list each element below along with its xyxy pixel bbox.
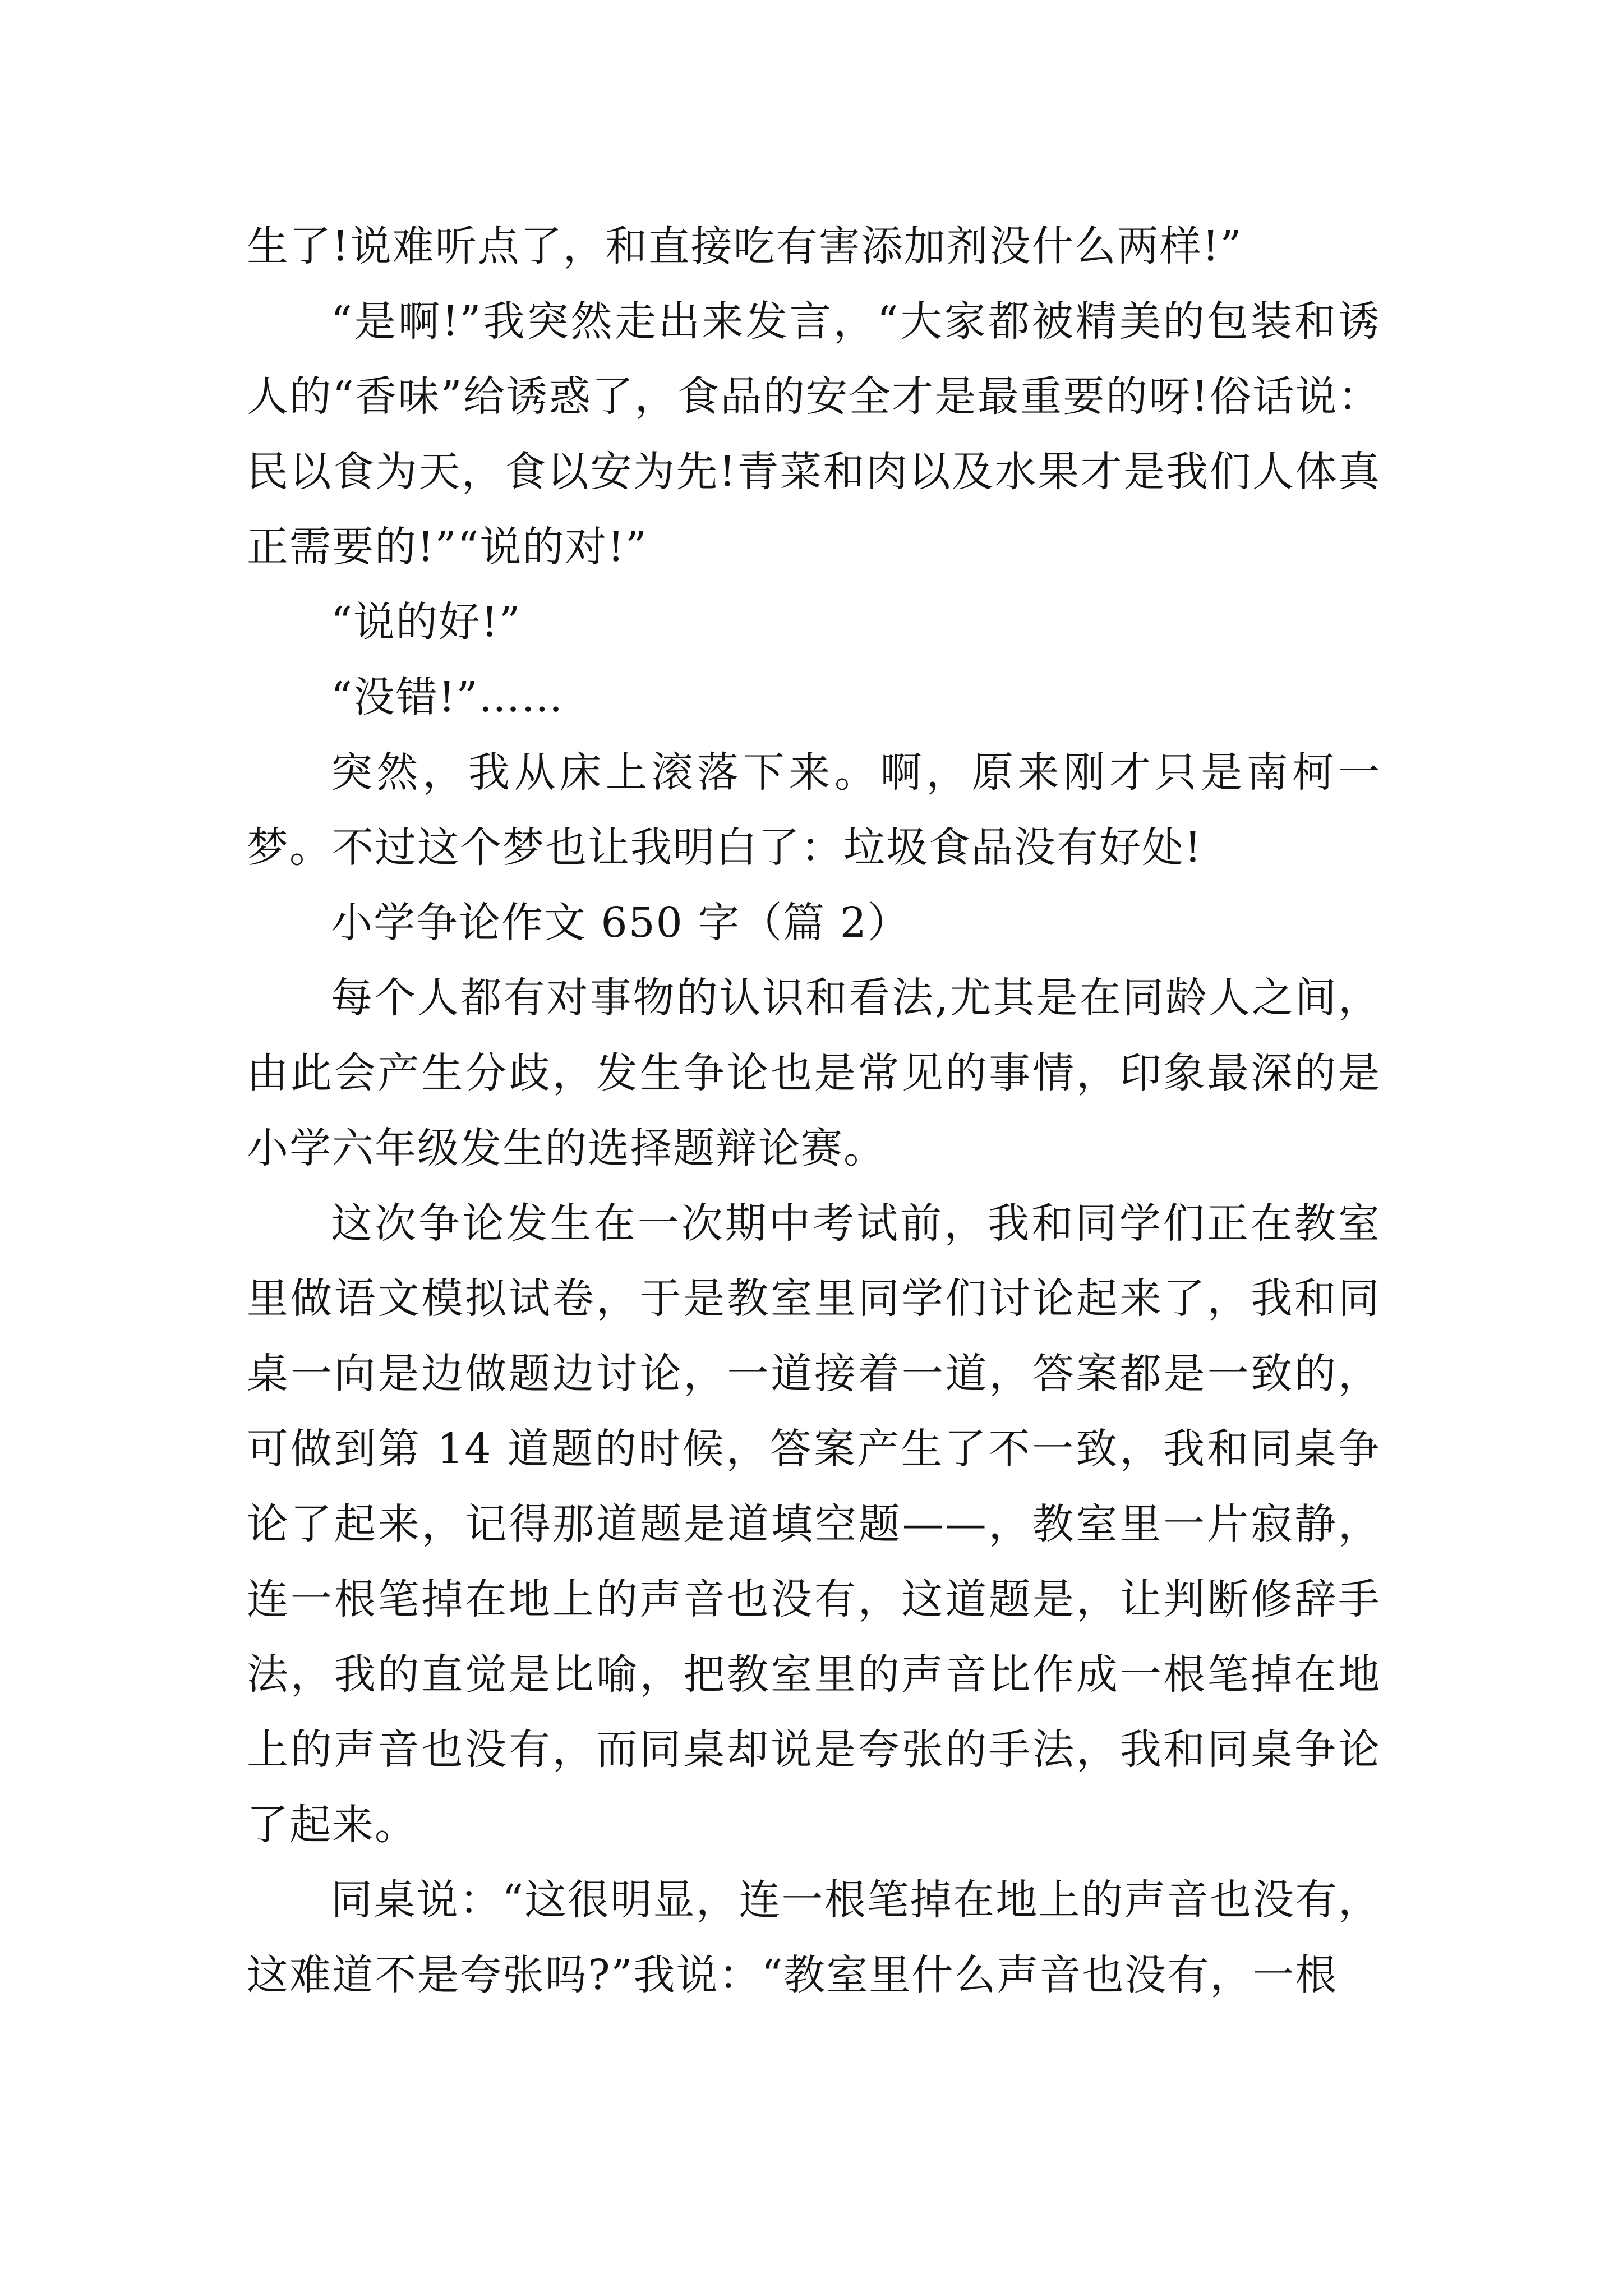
essay-text-column	[247, 209, 1381, 2013]
paragraph-dialogue-speech: “是啊!”我突然走出来发言，“大家都被精美的包装和诱人的“香味”给诱惑了，食品的安全才是最重要的呀!俗话说：民以食为天，食以安为先!青菜和肉以及水果才是我们人体真正需要的!”“说的对!”	[247, 297, 1381, 571]
paragraph-dialogue-reply-2: “没错!”……	[331, 673, 564, 721]
paragraph-dream-ending: 突然，我从床上滚落下来。啊，原来刚才只是南柯一梦。不过这个梦也让我明白了：垃圾食品没有好处!	[247, 748, 1381, 872]
paragraph-continuation: 生了!说难听点了，和直接吃有害添加剂没什么两样!”	[247, 222, 1243, 270]
paragraph-desk-mate-argument: 同桌说：“这很明显，连一根笔掉在地上的声音也没有，这难道不是夸张吗?”我说：“教室里什么声音也没有，一根	[247, 1876, 1381, 1999]
paragraph-debate-story: 这次争论发生在一次期中考试前，我和同学们正在教室里做语文模拟试卷，于是教室里同学们讨论起来了，我和同桌一向是边做题边讨论，一道接着一道，答案都是一致的，可做到第 14 道题的时候，答案产生了不一致，我和同桌争论了起来，记得那道题是道填空题——，教室里一片寂静，连一根笔掉在地上的声音也没有，这道题是，让判断修辞手法，我的直觉是比喻，把教室里的声音比作成一根笔掉在地上的声音也没有，而同桌却说是夸张的手法，我和同桌争论了起来。	[247, 1199, 1381, 1849]
paragraph-intro: 每个人都有对事物的认识和看法,尤其是在同龄人之间，由此会产生分歧，发生争论也是常见的事情，印象最深的是小学六年级发生的选择题辩论赛。	[247, 974, 1381, 1172]
section-heading: 小学争论作文 650 字（篇 2）	[331, 899, 910, 947]
paragraph-dialogue-reply-1: “说的好!”	[331, 598, 522, 646]
